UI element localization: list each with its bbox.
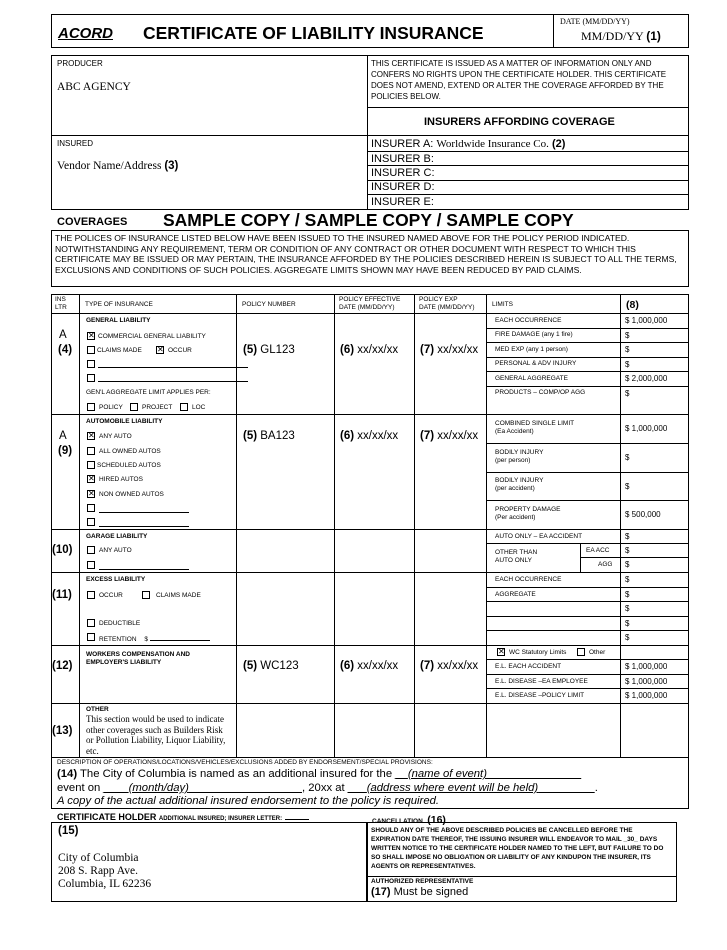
bi-person-2: (per person): [495, 457, 531, 464]
limit-line: [486, 587, 689, 588]
workers-eff: [340, 660, 398, 672]
claims-made-checkbox[interactable]: [87, 346, 95, 354]
limit-line: [486, 688, 689, 689]
project-opt: PROJECT: [142, 404, 173, 411]
auto-only-label: AUTO ONLY – EA ACCIDENT: [495, 533, 583, 540]
pd-value: $ 500,000: [625, 510, 661, 519]
ea-acc-value: $: [625, 546, 630, 555]
excess-occur-checkbox[interactable]: [87, 591, 95, 599]
row-line-general: [51, 414, 689, 415]
col-type: TYPE OF INSURANCE: [85, 301, 153, 308]
excess-limit-value: $: [625, 633, 630, 642]
excess-occur-label: OCCUR: [99, 592, 123, 599]
producer-name: ABC AGENCY: [57, 81, 131, 93]
agg-applies: GEN'L AGGREGATE LIMIT APPLIES PER:: [86, 389, 211, 396]
insured-value: Vendor Name/Address: [57, 160, 162, 172]
wc-other-checkbox[interactable]: [577, 648, 585, 656]
garage-heading: GARAGE LIABILITY: [86, 533, 148, 540]
description-line1-a: The City of Columbia is named as an additional insured for the: [80, 768, 393, 780]
wc-limit-label: E.L. DISEASE –EA EMPLOYEE: [495, 678, 588, 685]
insurer-c: INSURER C:: [371, 167, 435, 179]
wc-limit-value: $ 1,000,000: [625, 691, 668, 700]
garage-any-auto-checkbox[interactable]: [87, 546, 95, 554]
garage-blank-checkbox[interactable]: [87, 561, 95, 569]
workers-exp: [420, 660, 478, 672]
acord-logo: ACORD: [58, 25, 113, 42]
deductible-label: DEDUCTIBLE: [99, 620, 141, 627]
workers-policy-value: WC123: [260, 660, 299, 672]
holder-label: CERTIFICATE HOLDER: [57, 812, 157, 822]
cancellation-num: (16): [427, 814, 446, 826]
holder-ai-label: ADDITIONAL INSURED; INSURER LETTER:: [158, 816, 283, 822]
deductible-checkbox[interactable]: [87, 619, 95, 627]
insurer-e: INSURER E:: [371, 196, 434, 208]
non-owned-checkbox[interactable]: ✕: [88, 489, 95, 498]
loc-checkbox[interactable]: [180, 403, 188, 411]
gl-limit-label: FIRE DAMAGE (any 1 fire): [495, 331, 573, 338]
insurer-d: INSURER D:: [371, 181, 435, 193]
gl-limit-label: PRODUCTS – COMP/OP AGG: [495, 389, 586, 396]
general-exp: [420, 344, 478, 356]
description-num: (14): [57, 768, 78, 780]
wc-statutory-checkbox[interactable]: ✕: [498, 647, 505, 656]
wc-limit-label: E.L. EACH ACCIDENT: [495, 663, 562, 670]
pd-label: [495, 506, 561, 522]
other-2: AUTO ONLY: [495, 557, 532, 564]
limit-line: [486, 328, 689, 329]
gl-limit-label: EACH OCCURRENCE: [495, 317, 562, 324]
auto-ltr: A: [59, 430, 67, 442]
date-label: DATE (MM/DD/YY): [560, 17, 630, 26]
producer-bottom-line: [51, 135, 689, 136]
wc-statutory-label: WC Statutory Limits: [509, 649, 567, 656]
form-title: CERTIFICATE OF LIABILITY INSURANCE: [143, 23, 484, 43]
excess-limit-label: AGGREGATE: [495, 591, 536, 598]
col-policy-number: POLICY NUMBER: [242, 301, 296, 308]
producer-label: PRODUCER: [57, 59, 103, 68]
limit-line: [486, 472, 689, 473]
insured-label: INSURED: [57, 139, 94, 148]
insured-num: (3): [164, 160, 179, 172]
description-line2-c: , 20xx at: [302, 782, 345, 794]
excess-num: (11): [52, 589, 72, 601]
col-line-type: [79, 294, 80, 758]
eff-2: DATE (MM/DD/YY): [339, 304, 395, 311]
auto-eff: [340, 430, 398, 442]
row-line-auto: [51, 529, 689, 530]
all-owned-label: ALL OWNED AUTOS: [99, 448, 161, 455]
gl-limit-value: $ 1,000,000: [625, 316, 668, 325]
any-auto-checkbox[interactable]: ✕: [88, 431, 95, 440]
auto-blank-line-2[interactable]: [99, 521, 189, 527]
general-policy-value: GL123: [260, 344, 295, 356]
description-line-1: [57, 768, 581, 780]
limit-line: [486, 443, 689, 444]
coverages-label: COVERAGES: [57, 216, 128, 228]
exp-2: DATE (MM/DD/YY): [419, 304, 475, 311]
general-blank-checkbox-1[interactable]: [87, 360, 95, 368]
retention-blank[interactable]: [150, 634, 210, 641]
garage-any-auto-label: ANY AUTO: [99, 547, 132, 554]
garage-blank-line[interactable]: [99, 564, 189, 570]
insurer-a-label: INSURER A:: [371, 138, 434, 150]
insurer-line-4: [367, 194, 689, 195]
col-line-eff: [334, 294, 335, 758]
insurer-line-2: [367, 165, 689, 166]
limit-line: [580, 557, 689, 558]
bi-acc-1: BODILY INJURY: [495, 477, 544, 484]
excess-limit-label: EACH OCCURRENCE: [495, 576, 562, 583]
general-blank-checkbox-2[interactable]: [87, 374, 95, 382]
auto-eff-num: (6): [340, 430, 355, 442]
scheduled-checkbox[interactable]: [87, 461, 95, 469]
garage-num: (10): [52, 544, 73, 556]
auto-exp: [420, 430, 478, 442]
description-event-date-text: (month/day): [128, 782, 189, 794]
insurers-heading: INSURERS AFFORDING COVERAGE: [424, 116, 615, 128]
workers-policy-num: (5): [243, 660, 258, 672]
date-num: (1): [646, 29, 661, 43]
gl-limit-value: $: [625, 345, 630, 354]
other-num: (13): [52, 725, 73, 737]
general-policy-num: (5): [243, 344, 258, 356]
cancellation-text-2: DAYS WRITTEN NOTICE TO THE CERTIFICATE HOLDER NAMED TO THE LEFT, BUT FAILURE TO DO SO SHALL IMPOSE NO OBLIGATION OR LIABILITY OF ANY KINDUPON THE INSURER, ITS AGENTS OR REPRESENTATIVES.: [371, 836, 664, 870]
excess-claims-checkbox[interactable]: [142, 591, 150, 599]
cgl-label: COMMERCIAL GENERAL LIABILITY: [98, 333, 206, 340]
auto-blank-checkbox-1[interactable]: [87, 504, 95, 512]
bi-person-value: $: [625, 453, 630, 462]
excess-limit-value: $: [625, 590, 630, 599]
ins-ltr-1: INS: [55, 296, 66, 303]
limit-line: [486, 543, 689, 544]
other-text: This section would be used to indicate other coverages such as Builders Risk or Pollution Liability, Liquor Liability, etc.: [86, 714, 226, 756]
limit-line: [486, 371, 689, 372]
gl-limit-value: $: [625, 360, 630, 369]
garage-limit-divider: [580, 543, 581, 572]
wc-other-label: Other: [589, 649, 606, 656]
description-event-address[interactable]: ___(address where event will be held)_________: [347, 782, 595, 794]
cgl-checkbox[interactable]: ✕: [88, 331, 95, 340]
workers-eff-num: (6): [340, 660, 355, 672]
description-line2-a: event on: [57, 782, 101, 794]
gl-limit-value: $: [625, 389, 630, 398]
excess-limit-value: $: [625, 575, 630, 584]
cancellation-text-1: SHOULD ANY OF THE ABOVE DESCRIBED POLICIES BE CANCELLED BEFORE THE EXPIRATION DATE THEREOF, THE ISSUING INSURER WILL ENDEAVOR TO MAIL: [371, 827, 633, 843]
general-exp-value: xx/xx/xx: [437, 344, 479, 356]
auto-exp-value: xx/xx/xx: [437, 430, 479, 442]
general-blank-line-1[interactable]: [98, 362, 248, 368]
holder-name: City of Columbia: [58, 852, 139, 864]
description-event-name[interactable]: __(name of event)_______________: [395, 768, 582, 780]
csl-1: COMBINED SINGLE LIMIT: [495, 420, 575, 427]
coverages-notice: THE POLICES OF INSURANCE LISTED BELOW HAVE BEEN ISSUED TO THE INSURED NAMED ABOVE FOR THE POLICY PERIOD INDICATED. NOTWITHSTANDING ANY REQUIREMENT, TERM OR CONDITION OF ANY CONTRACT OR OTHER DOCUMENT WITH RESPECT TO WHICH THIS CERTIFICATE MAY BE ISSUED OR MAY PERTAIN, THE INSURANCE AFFORDED BY THE POLICIES DESCRIBED HEREIN IS SUBJECT TO ALL THE TERMS, EXCLUSIONS AND CONDITIONS OF SUCH POLICIES. AGGREGATE LIMITS SHOWN MAY HAVE BEEN REDUCED BY PAID CLAIMS.: [55, 233, 677, 275]
other-heading: OTHER: [86, 706, 109, 713]
description-label: DESCRIPTION OF OPERATIONS/LOCATIONS/VEHICLES/EXCLUSIONS ADDED BY ENDORSEMENT/SPECIAL PROVISIONS:: [57, 759, 433, 766]
row-line-workers: [51, 703, 689, 704]
workers-exp-value: xx/xx/xx: [437, 660, 479, 672]
holder-label-row: [57, 812, 309, 822]
col-ins-ltr: [55, 296, 67, 312]
description-line-2: event on ____(month/day)__________________, 20xx at ___(address where event will be held)_________.: [57, 782, 598, 794]
policy-checkbox[interactable]: [87, 403, 95, 411]
insurer-a-name: Worldwide Insurance Co.: [436, 138, 549, 150]
general-eff-value: xx/xx/xx: [357, 344, 399, 356]
claims-made-label: CLAIMS MADE: [97, 347, 142, 354]
wc-limit-label: E.L. DISEASE –POLICY LIMIT: [495, 692, 585, 699]
general-eff-num: (6): [340, 344, 355, 356]
wc-limit-value: $ 1,000,000: [625, 662, 668, 671]
notice-line: [367, 107, 689, 108]
auto-exp-num: (7): [420, 430, 435, 442]
eff-1: POLICY EFFECTIVE: [339, 296, 401, 303]
retention-row: [99, 634, 210, 643]
general-heading: GENERAL LIABILITY: [86, 317, 151, 324]
cancellation-days[interactable]: _30_: [623, 836, 638, 843]
workers-eff-value: xx/xx/xx: [357, 660, 399, 672]
holder-ai-blank[interactable]: [285, 813, 309, 820]
csl-value: $ 1,000,000: [625, 424, 668, 433]
general-exp-num: (7): [420, 344, 435, 356]
occur-label: OCCUR: [168, 347, 192, 354]
cancellation-text: [371, 826, 673, 871]
limit-line: [486, 500, 689, 501]
excess-limit-value: $: [625, 604, 630, 613]
insurer-b: INSURER B:: [371, 153, 434, 165]
producer-divider: [367, 55, 368, 210]
general-ltr: A: [59, 329, 67, 341]
retention-label: RETENTION: [99, 636, 137, 643]
description-event-address-text: (address where event will be held): [366, 782, 539, 794]
auto-policy-value: BA123: [260, 430, 295, 442]
workers-heading: [86, 651, 190, 667]
limit-line: [486, 342, 689, 343]
description-event-name-text: (name of event): [407, 768, 487, 780]
gl-limit-value: $ 2,000,000: [625, 374, 668, 383]
header-divider: [553, 14, 554, 48]
workers-exp-num: (7): [420, 660, 435, 672]
insured-value-row: [57, 160, 178, 172]
excess-claims-label: CLAIMS MADE: [156, 592, 201, 599]
description-event-date[interactable]: ____(month/day)__________________: [103, 782, 302, 794]
limit-line: [486, 659, 689, 660]
gl-limit-label: MED EXP (any 1 person): [495, 346, 568, 353]
limit-line: [486, 616, 689, 617]
holder-city: Columbia, IL 62236: [58, 878, 152, 890]
scheduled-label: SCHEDULED AUTOS: [97, 462, 161, 469]
limits-num: (8): [626, 299, 639, 311]
cancellation-label: CANCELLATION: [372, 818, 423, 825]
hired-label: HIRED AUTOS: [99, 476, 143, 483]
agg-value: $: [625, 560, 630, 569]
rep-row: [371, 886, 468, 898]
auto-eff-value: xx/xx/xx: [357, 430, 399, 442]
gl-limit-label: GENERAL AGGREGATE: [495, 375, 568, 382]
ea-acc-label: EA ACC: [586, 547, 610, 554]
project-checkbox[interactable]: [130, 403, 138, 411]
rep-label: AUTHORIZED REPRESENTATIVE: [371, 878, 474, 885]
auto-only-value: $: [625, 532, 630, 541]
excess-heading: EXCESS LIABILITY: [86, 576, 146, 583]
auto-blank-checkbox-2[interactable]: [87, 518, 95, 526]
rep-num: (17): [371, 886, 391, 898]
csl-2: (Ea Accident): [495, 428, 534, 435]
workers-heading-1: WORKERS COMPENSATION AND: [86, 651, 190, 658]
col-limits: LIMITS: [492, 301, 513, 308]
bi-acc-label: [495, 477, 543, 493]
rep-value[interactable]: Must be signed: [393, 886, 469, 898]
bi-person-1: BODILY INJURY: [495, 449, 544, 456]
bi-acc-2: (per accident): [495, 485, 535, 492]
auto-heading: AUTOMOBILE LIABILITY: [86, 418, 163, 425]
bi-acc-value: $: [625, 482, 630, 491]
other-1: OTHER THAN: [495, 549, 538, 556]
insurer-a: [371, 138, 565, 150]
non-owned-label: NON OWNED AUTOS: [99, 491, 164, 498]
auto-policy-num: (5): [243, 430, 258, 442]
excess-limit-value: $: [625, 619, 630, 628]
policy-opt: POLICY: [99, 404, 123, 411]
loc-opt: LOC: [192, 404, 206, 411]
bi-person-label: [495, 449, 543, 465]
agg-label: AGG: [598, 561, 613, 568]
producer-notice: THIS CERTIFICATE IS ISSUED AS A MATTER OF INFORMATION ONLY AND CONFERS NO RIGHTS UPON THE CERTIFICATE HOLDER. THIS CERTIFICATE DOES NOT AMEND, EXTEND OR ALTER THE COVERAGE AFFORDED BY THE POLICIES BELOW.: [371, 59, 667, 101]
csl-label: [495, 420, 574, 436]
limit-line: [486, 386, 689, 387]
all-owned-checkbox[interactable]: [87, 447, 95, 455]
insurer-line-1: [367, 151, 689, 152]
general-blank-line-2[interactable]: [98, 376, 248, 382]
date-field: [581, 29, 661, 44]
workers-num: (12): [52, 660, 73, 672]
description-line-3: A copy of the actual additional insured endorsement to the policy is required.: [57, 795, 440, 807]
col-line-exp: [414, 294, 415, 758]
pd-1: PROPERTY DAMAGE: [495, 506, 561, 513]
hired-checkbox[interactable]: ✕: [88, 474, 95, 483]
row-line-garage: [51, 572, 689, 573]
holder-address: 208 S. Rapp Ave.: [58, 865, 138, 877]
holder-num: (15): [58, 825, 79, 837]
exp-1: POLICY EXP: [419, 296, 458, 303]
general-num: (4): [58, 344, 73, 356]
row-line-excess: [51, 645, 689, 646]
limit-line: [486, 357, 689, 358]
workers-policy: [243, 660, 299, 672]
retention-dollar: $: [144, 636, 148, 643]
rep-line: [367, 876, 677, 877]
limit-line: [486, 630, 689, 631]
any-auto-label: ANY AUTO: [99, 433, 132, 440]
general-policy: [243, 344, 295, 356]
sample-copy-banner: SAMPLE COPY / SAMPLE COPY / SAMPLE COPY: [163, 210, 574, 230]
ins-ltr-2: LTR: [55, 304, 67, 311]
date-value: MM/DD/YY: [581, 29, 644, 43]
limit-line: [486, 674, 689, 675]
limit-line: [486, 601, 689, 602]
gl-limit-value: $: [625, 331, 630, 340]
auto-policy: [243, 430, 295, 442]
insurer-a-num: (2): [551, 138, 566, 150]
other-than-label: [495, 549, 537, 565]
gl-limit-label: PERSONAL & ADV INJURY: [495, 360, 577, 367]
col-effective: [339, 296, 400, 312]
occur-checkbox[interactable]: ✕: [157, 345, 164, 354]
wc-limit-value: $ 1,000,000: [625, 677, 668, 686]
retention-checkbox[interactable]: [87, 633, 95, 641]
auto-blank-line-1[interactable]: [99, 507, 189, 513]
pd-2: (Per accident): [495, 514, 536, 521]
col-expiration: [419, 296, 475, 312]
row-line-header: [51, 313, 689, 314]
general-eff: [340, 344, 398, 356]
auto-num: (9): [58, 445, 73, 457]
workers-heading-2: EMPLOYER'S LIABILITY: [86, 659, 162, 666]
